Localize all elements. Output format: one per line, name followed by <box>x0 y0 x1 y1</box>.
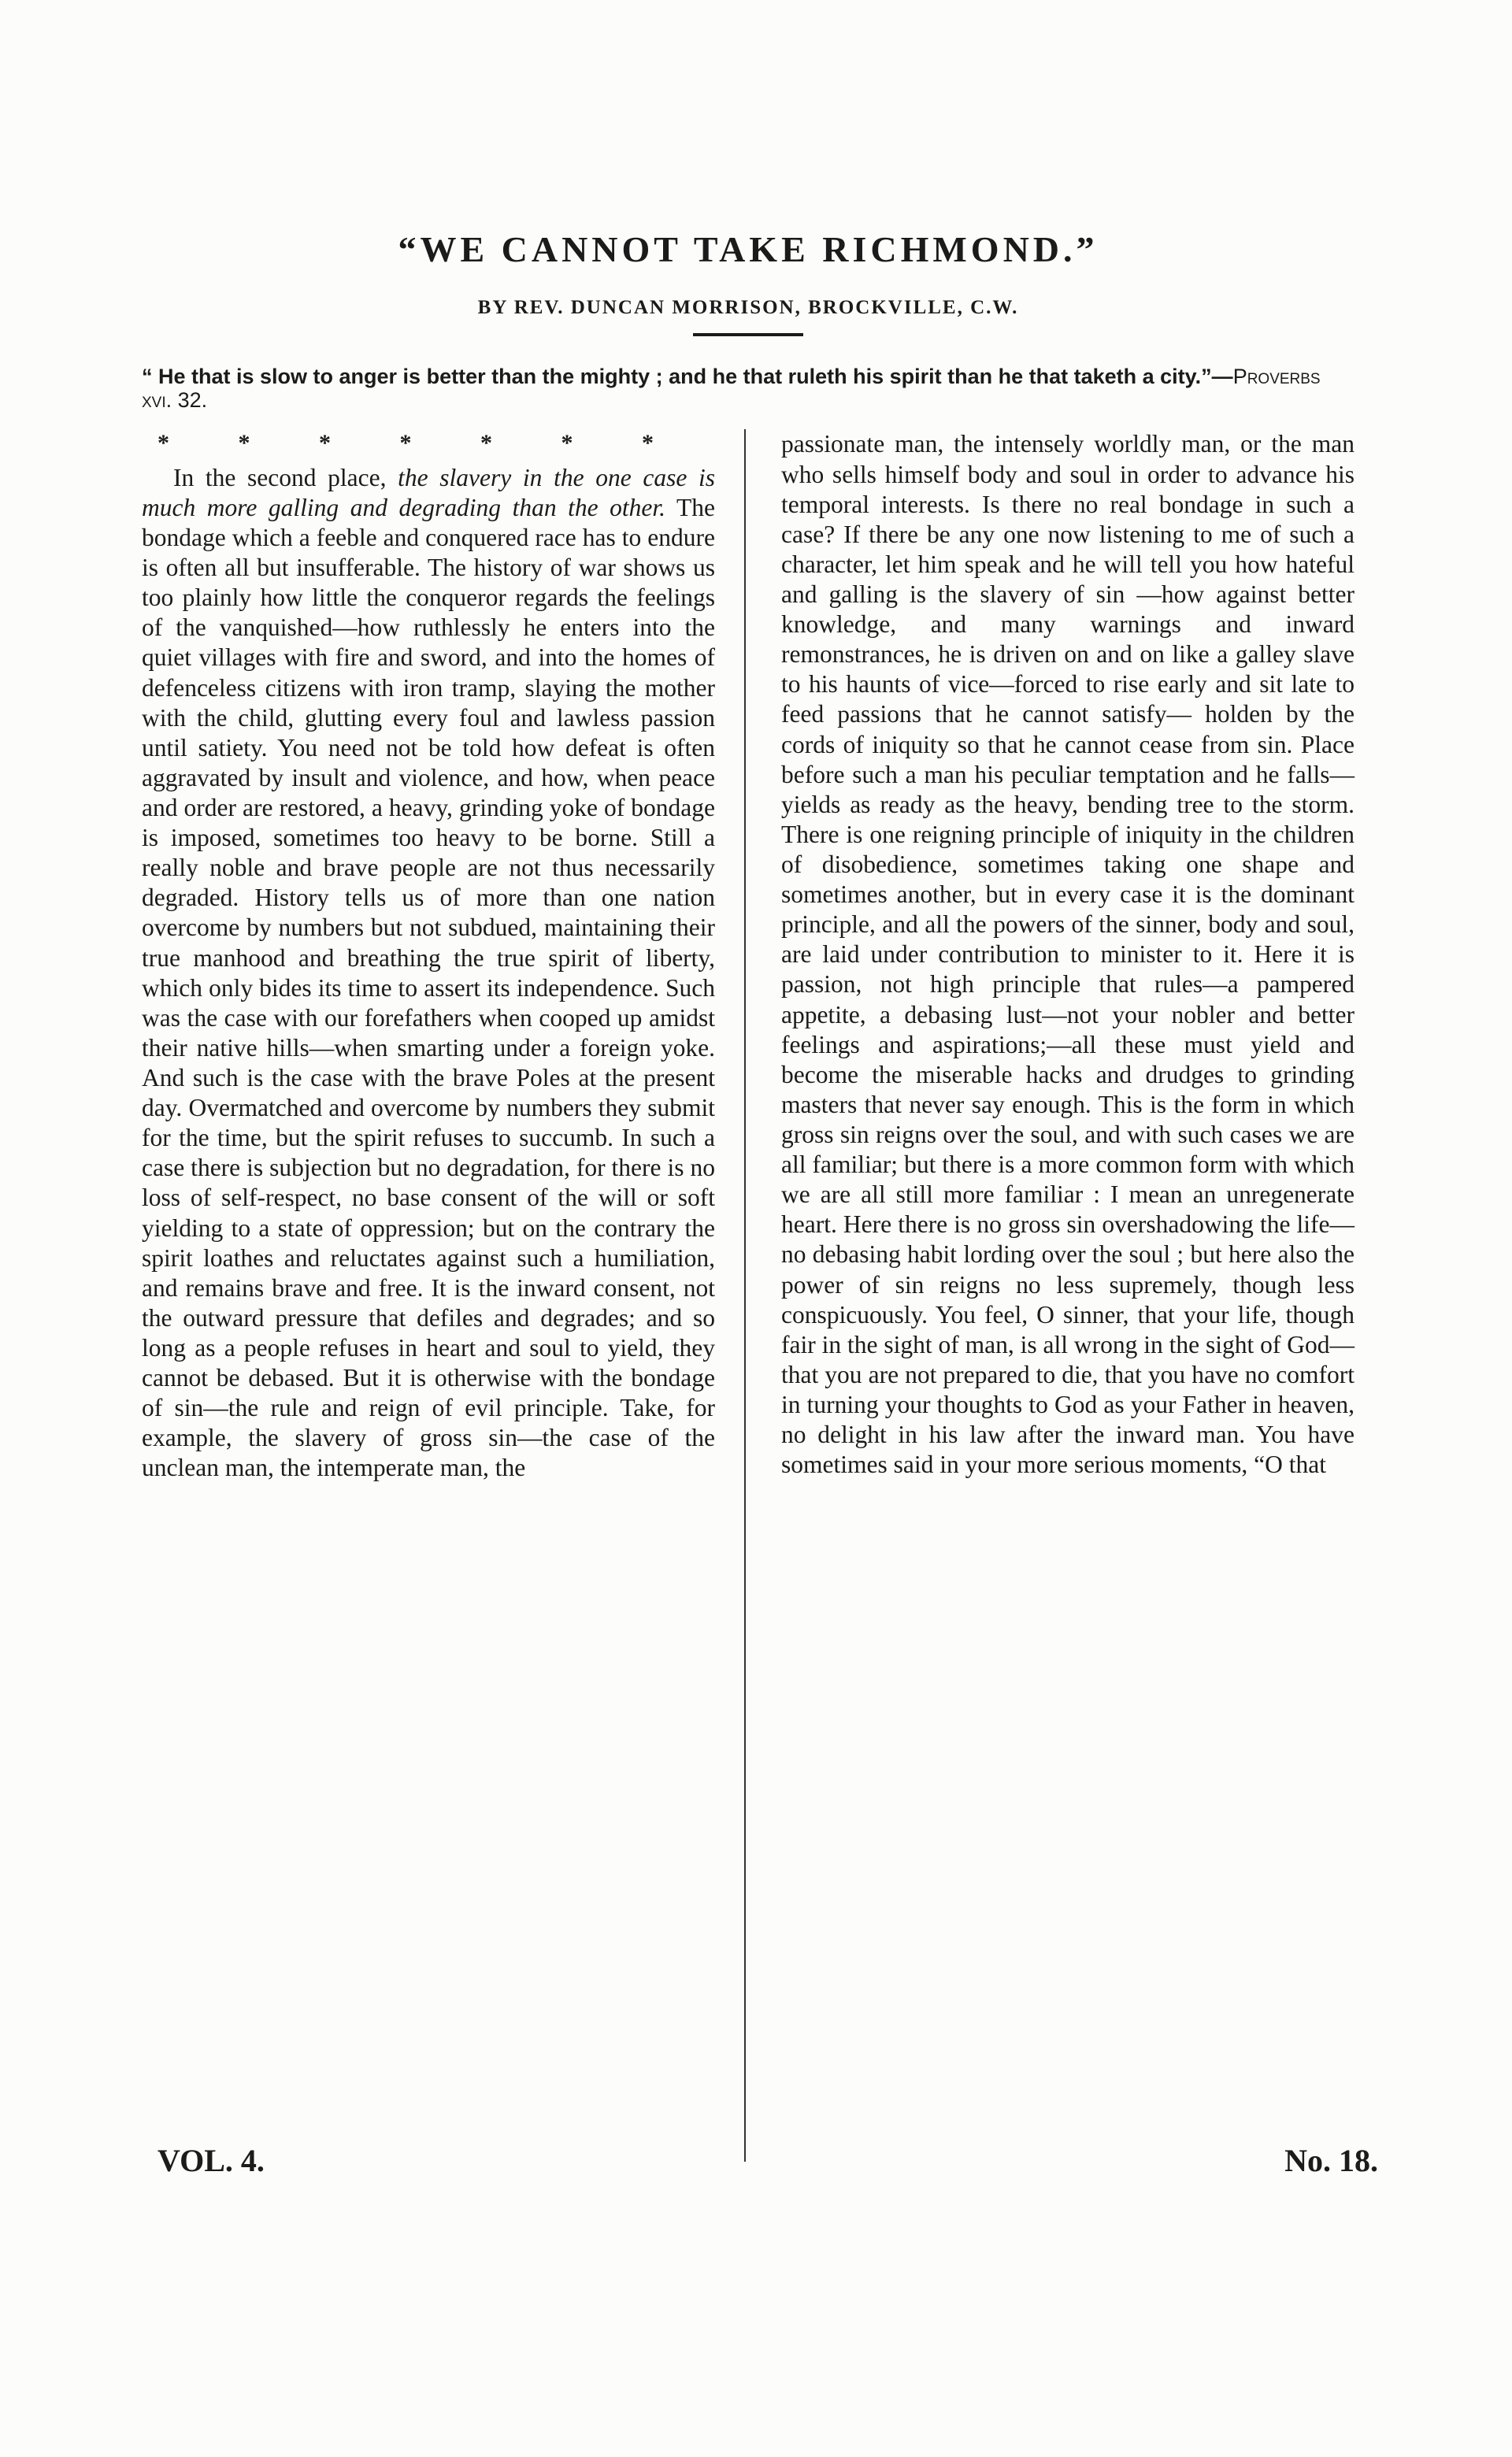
section-break-stars: * * * * * * * <box>158 430 685 457</box>
page-footer <box>158 2142 1378 2179</box>
left-paragraph-intro: In the second place, <box>173 463 398 491</box>
left-column <box>142 429 715 1483</box>
column-divider <box>744 429 746 2162</box>
title-rule <box>693 333 803 336</box>
epigraph-citation: Proverbs xvi. 32. <box>142 365 1321 413</box>
epigraph-text: “ He that is slow to anger is better than the mighty ; and he that ruleth his spirit than he that taketh a city.”— <box>142 365 1233 388</box>
right-paragraph: passionate man, the intensely worldly man, or the man who sells himself body and soul in order to advance his temporal interests. Is there no real bondage in such a case? If there be any one now listening to me of such a character, let him speak and he will tell you how hateful and galling is the slavery of sin —how against better knowledge, and many warnings and inward remonstrances, he is driven on and on like a galley slave to his haunts of vice—forced to rise early and sit late to feed passions that he cannot satisfy— holden by the cords of iniquity so that he cannot cease from sin. Place before such a man his peculiar temptation and he falls— yields as ready as the heavy, bending tree to the storm. There is one reigning principle of iniquity in the children of disobedience, sometimes taking one shape and sometimes another, but in every case it is the dominant principle, and all the powers of the sinner, body and soul, are laid under contribution to minister to it. Here it is passion, not high principle that rules—a pampered appetite, a debasing lust—not your nobler and better feelings and aspirations;—all these must yield and become the miserable hacks and drudges to grinding masters that never say enough. This is the form in which gross sin reigns over the soul, and with such cases we are all familiar; but there is a more common form with which we are all still more familiar : I mean an unregenerate heart. Here there is no gross sin overshadowing the life—no debasing habit lording over the soul ; but here also the power of sin reigns no less supremely, though less conspicuously. You feel, O sinner, that your life, though fair in the sight of man, is all wrong in the sight of God—that you are not prepared to die, that you have no comfort in turning your thoughts to God as your Father in heaven, no delight in his law after the inward man. You have sometimes said in your more serious moments, “O that <box>781 430 1354 1479</box>
issue-number: No. 18. <box>1284 2143 1378 2178</box>
volume-label: VOL. 4. <box>158 2143 265 2178</box>
right-column <box>781 429 1354 1483</box>
article-title: “WE CANNOT TAKE RICHMOND.” <box>398 229 1099 269</box>
left-paragraph-italic: the slavery in the one case is much more galling and degrading than the other. <box>142 463 715 521</box>
page <box>142 228 1354 2386</box>
epigraph <box>142 365 1354 412</box>
text-columns <box>142 429 1354 1483</box>
left-paragraph <box>142 463 715 1484</box>
article-byline: BY REV. DUNCAN MORRISON, BROCKVILLE, C.W. <box>477 297 1019 318</box>
left-paragraph-body: The bondage which a feeble and conquered race has to endure is often all but insufferable. The history of war shows us too plainly how little the conqueror regards the feelings of the vanquished—how ruthlessly he enters into the quiet villages with fire and sword, and into the homes of defenceless citizens with iron tramp, slaying the mother with the child, glutting every foul and lawless passion until satiety. You need not be told how defeat is often aggravated by insult and violence, and how, when peace and order are restored, a heavy, grinding yoke of bondage is imposed, sometimes too heavy to be borne. Still a really noble and brave people are not thus necessarily degraded. History tells us of more than one nation overcome by numbers but not subdued, maintaining their true manhood and breathing the true spirit of liberty, which only bides its time to assert its independence. Such was the case with our forefathers when cooped up amidst their native hills—when smarting under a foreign yoke. And such is the case with the brave Poles at the present day. Overmatched and overcome by numbers they submit for the time, but the spirit refuses to succumb. In such a case there is subjection but no degradation, for there is no loss of self-respect, no base consent of the will or soft yielding to a state of oppression; but on the contrary the spirit loathes and reluctates against such a humiliation, and remains brave and free. It is the inward consent, not the outward pressure that defiles and degrades; and so long as a people refuses in heart and soul to yield, they cannot be debased. But it is otherwise with the bondage of sin—the rule and reign of evil principle. Take, for example, the slavery of gross sin—the case of the unclean man, the intemperate man, the <box>142 493 716 1482</box>
